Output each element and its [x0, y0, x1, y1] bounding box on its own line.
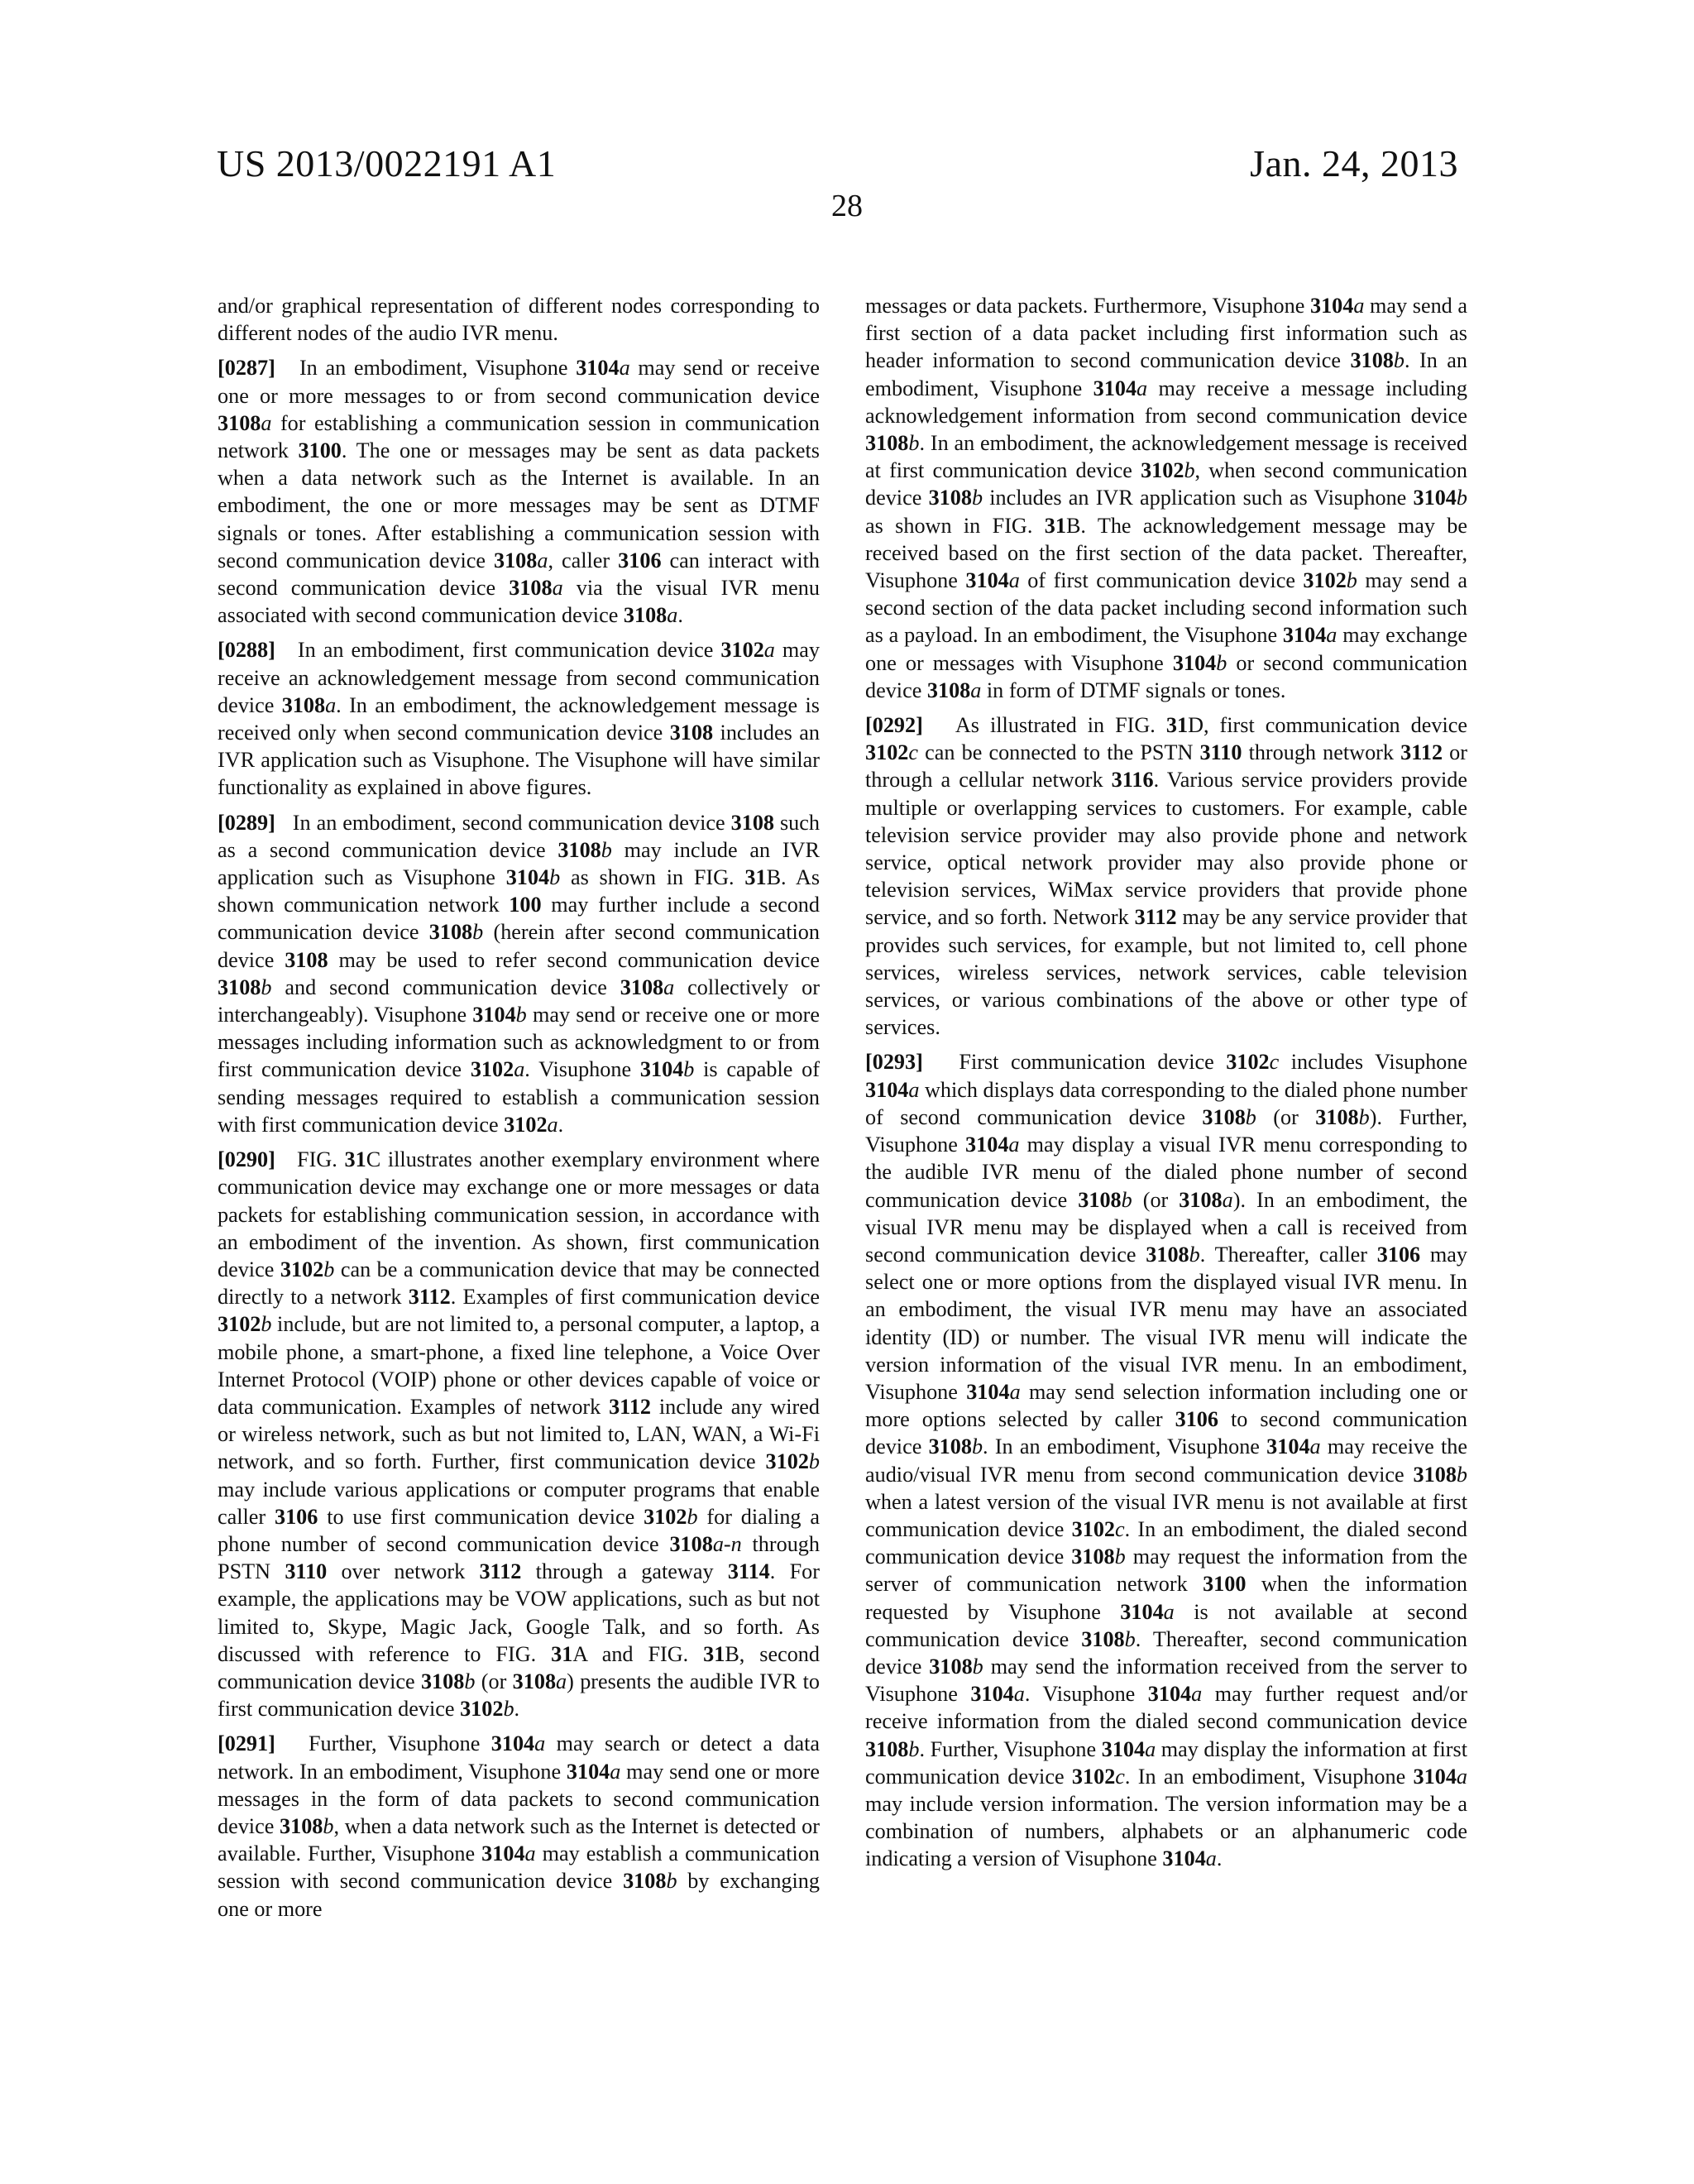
paragraph-text: In an embodiment, first communication device 3102a may receive an acknowledgement message from second communication device 3108a. In an embodiment, the acknowledgement message is received only when second communication device 3108 includes an IVR application such as Visuphone. The Visuphone will have similar functionality as explained in above figures.: [218, 638, 820, 800]
paragraph-number: [0288]: [218, 638, 275, 663]
paragraph-text: and/or graphical representation of different nodes corresponding to different nodes of the audio IVR menu.: [218, 294, 820, 346]
publication-date: Jan. 24, 2013: [1250, 142, 1458, 184]
paragraph: [218, 1730, 820, 1922]
page-number: 28: [831, 189, 863, 223]
paragraph-text: Further, Visuphone 3104a may search or detect a data network. In an embodiment, Visuphone 3104a may send one or more messages in the form of data packets to second communication device 3108b, when a data network such as the Internet is detected or available. Further, Visuphone 3104a may establish a communication session with second communication device 3108b by exchanging one or more: [218, 1731, 821, 1921]
paragraph-number: [0287]: [218, 356, 275, 381]
paragraph-number: [0292]: [865, 713, 923, 738]
paragraph-number: [0293]: [865, 1050, 923, 1075]
paragraph: [865, 1048, 1467, 1872]
paragraph-text: FIG. 31C illustrates another exemplary environment where communication device may exchange one or more messages or data packets for establishing communication session, in accordance with an embodiment of the invention. As shown, first communication device 3102b can be a communication device that may be connected directly to a network 3112. Examples of first communication device 3102b include, but are not limited to, a personal computer, a laptop, a mobile phone, a smart-phone, a fixed line telephone, a Voice Over Internet Protocol (VOIP) phone or other devices capable of voice or data communication. Examples of network 3112 include any wired or wireless network, such as but not limited to, LAN, WAN, a Wi-Fi network, and so forth. Further, first communication device 3102b may include various applications or computer programs that enable caller 3106 to use first communication device 3102b for dialing a phone number of second communication device 3108a-n through PSTN 3110 over network 3112 through a gateway 3114. For example, the applications may be VOW applications, such as but not limited to, Skype, Magic Jack, Google Talk, and so forth. As discussed with reference to FIG. 31A and FIG. 31B, second communication device 3108b (or 3108a) presents the audible IVR to first communication device 3102b.: [218, 1147, 820, 1722]
paragraph-continuation: [865, 292, 1467, 704]
paragraph: [218, 354, 820, 629]
paragraph-number: [0291]: [218, 1731, 275, 1756]
paragraph-text: In an embodiment, second communication device 3108 such as a second communication device 3108b may include an IVR application such as Visuphone 3104b as shown in FIG. 31B. As shown communication network 100 may further include a second communication device 3108b (herein after second communication device 3108 may be used to refer second communication device 3108b and second communication device 3108a collectively or interchangeably). Visuphone 3104b may send or receive one or more messages including information such as acknowledgment to or from first communication device 3102a. Visuphone 3104b is capable of sending messages required to establish a communication session with first communication device 3102a.: [218, 810, 821, 1137]
paragraph-number: [0290]: [218, 1147, 275, 1172]
publication-number: US 2013/0022191 A1: [217, 142, 557, 184]
paragraph-continuation: [218, 292, 820, 347]
paragraph-text: First communication device 3102c includes Visuphone 3104a which displays data corresponding to the dialed phone number of second communication device 3108b (or 3108b). Further, Visuphone 3104a may display a visual IVR menu corresponding to the audible IVR menu of the dialed phone number of second communication device 3108b (or 3108a). In an embodiment, the visual IVR menu may be displayed when a call is received from second communication device 3108b. Thereafter, caller 3106 may select one or more options from the displayed visual IVR menu. In an embodiment, the visual IVR menu may have an associated identity (ID) or number. The visual IVR menu will indicate the version information of the visual IVR menu. In an embodiment, Visuphone 3104a may send selection information including one or more options selected by caller 3106 to second communication device 3108b. In an embodiment, Visuphone 3104a may receive the audio/visual IVR menu from second communication device 3108b when a latest version of the visual IVR menu is not available at first communication device 3102c. In an embodiment, the dialed second communication device 3108b may request the information from the server of communication network 3100 when the information requested by Visuphone 3104a is not available at second communication device 3108b. Thereafter, second communication device 3108b may send the information received from the server to Visuphone 3104a. Visuphone 3104a may further request and/or receive information from the dialed second communication device 3108b. Further, Visuphone 3104a may display the information at first communication device 3102c. In an embodiment, Visuphone 3104a may include version information. The version information may be a combination of numbers, alphabets or an alphanumeric code indicating a version of Visuphone 3104a.: [865, 1050, 1468, 1871]
paragraph-number: [0289]: [218, 810, 275, 835]
paragraph: [218, 636, 820, 801]
left-text-column: [218, 292, 820, 1930]
paragraph-text: In an embodiment, Visuphone 3104a may send or receive one or more messages to or from second communication device 3108a for establishing a communication session in communication network 3100. The one or messages may be sent as data packets when a data network such as the Internet is available. In an embodiment, the one or more messages may be sent as DTMF signals or tones. After establishing a communication session with second communication device 3108a, caller 3106 can interact with second communication device 3108a via the visual IVR menu associated with second communication device 3108a.: [218, 356, 820, 628]
paragraph: [218, 1146, 820, 1722]
paragraph-text: As illustrated in FIG. 31D, first communication device 3102c can be connected to the PSTN 3110 through network 3112 or through a cellular network 3116. Various service providers provide multiple or overlapping services to customers. For example, cable television service provider may also provide phone and network service, optical network provider may also provide phone or television services, WiMax service providers that provide phone service, and so forth. Network 3112 may be any service provider that provides such services, for example, but not limited to, cell phone services, wireless services, network services, cable television services, or various combinations of the above or other type of services.: [865, 713, 1467, 1040]
paragraph: [218, 809, 820, 1138]
paragraph: [865, 711, 1467, 1041]
right-text-column: [865, 292, 1467, 1880]
paragraph-text: messages or data packets. Furthermore, Visuphone 3104a may send a first section of a data packet including first information such as header information to second communication device 3108b. In an embodiment, Visuphone 3104a may receive a message including acknowledgement information from second communication device 3108b. In an embodiment, the acknowledgement message is received at first communication device 3102b, when second communication device 3108b includes an IVR application such as Visuphone 3104b as shown in FIG. 31B. The acknowledgement message may be received based on the first section of the data packet. Thereafter, Visuphone 3104a of first communication device 3102b may send a second section of the data packet including second information such as a payload. In an embodiment, the Visuphone 3104a may exchange one or messages with Visuphone 3104b or second communication device 3108a in form of DTMF signals or tones.: [865, 294, 1468, 702]
